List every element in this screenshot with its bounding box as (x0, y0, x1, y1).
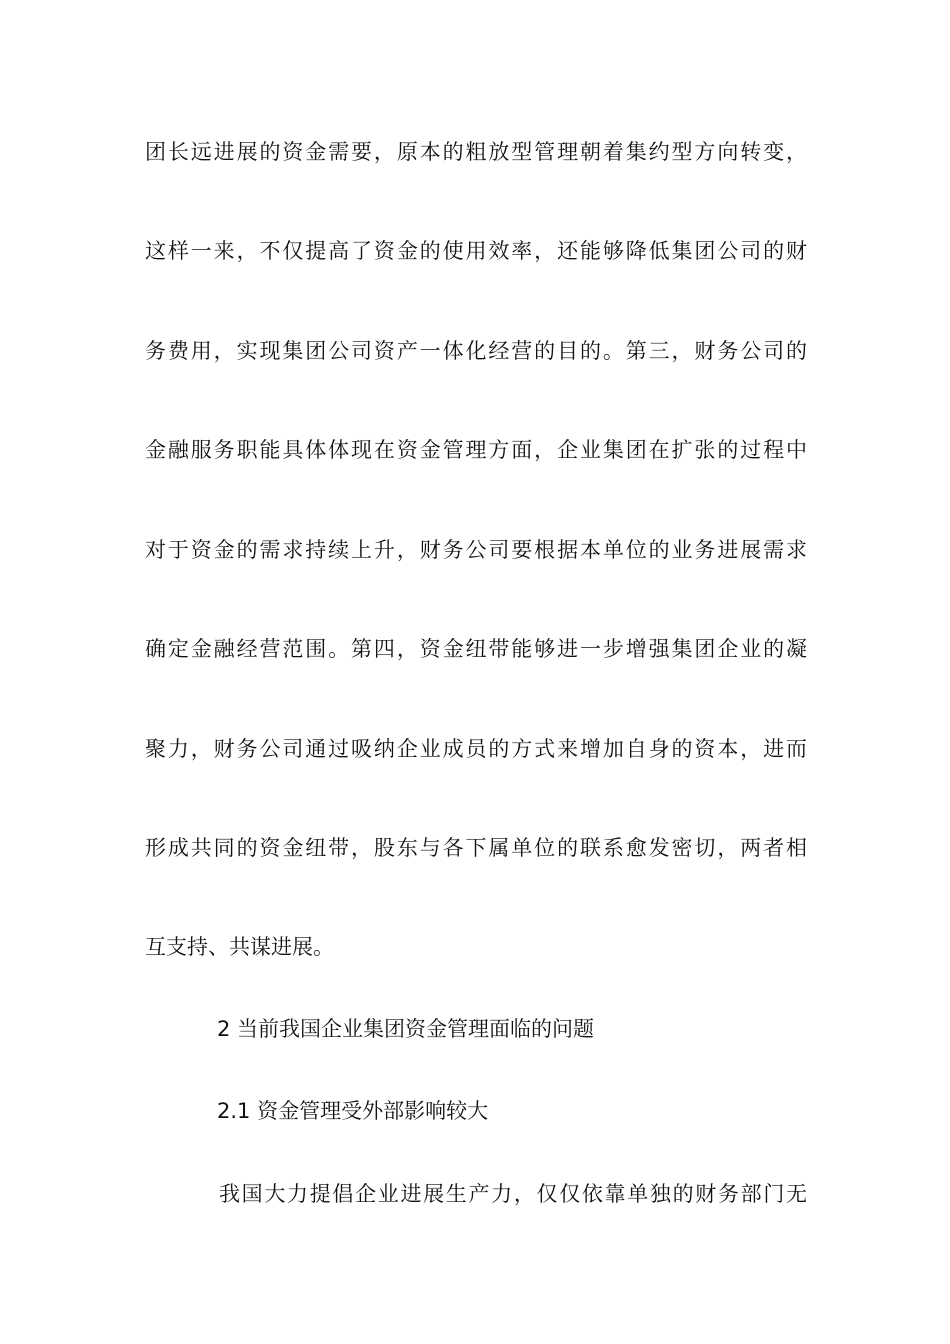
paragraph-1-line-2: 这样一来，不仅提高了资金的使用效率，还能够降低集团公司的财 (145, 239, 807, 263)
paragraph-2-line-1: 我国大力提倡企业进展生产力，仅仅依靠单独的财务部门无 (219, 1182, 807, 1206)
paragraph-1-line-6: 确定金融经营范围。第四，资金纽带能够进一步增强集团企业的凝 (145, 637, 807, 661)
subsection-heading: 2.1 资金管理受外部影响较大 (217, 1099, 489, 1123)
paragraph-1-line-4: 金融服务职能具体体现在资金管理方面，企业集团在扩张的过程中 (145, 438, 807, 462)
paragraph-1-line-7: 聚力，财务公司通过吸纳企业成员的方式来增加自身的资本，进而 (145, 737, 807, 761)
paragraph-1-line-8: 形成共同的资金纽带，股东与各下属单位的联系愈发密切，两者相 (145, 836, 807, 860)
paragraph-1-line-3: 务费用，实现集团公司资产一体化经营的目的。第三，财务公司的 (145, 339, 807, 363)
paragraph-1-line-9: 互支持、共谋进展。 (145, 935, 334, 959)
paragraph-1-line-1: 团长远进展的资金需要，原本的粗放型管理朝着集约型方向转变， (145, 140, 807, 164)
paragraph-1-line-5: 对于资金的需求持续上升，财务公司要根据本单位的业务进展需求 (145, 538, 807, 562)
section-heading: 2 当前我国企业集团资金管理面临的问题 (217, 1017, 595, 1041)
